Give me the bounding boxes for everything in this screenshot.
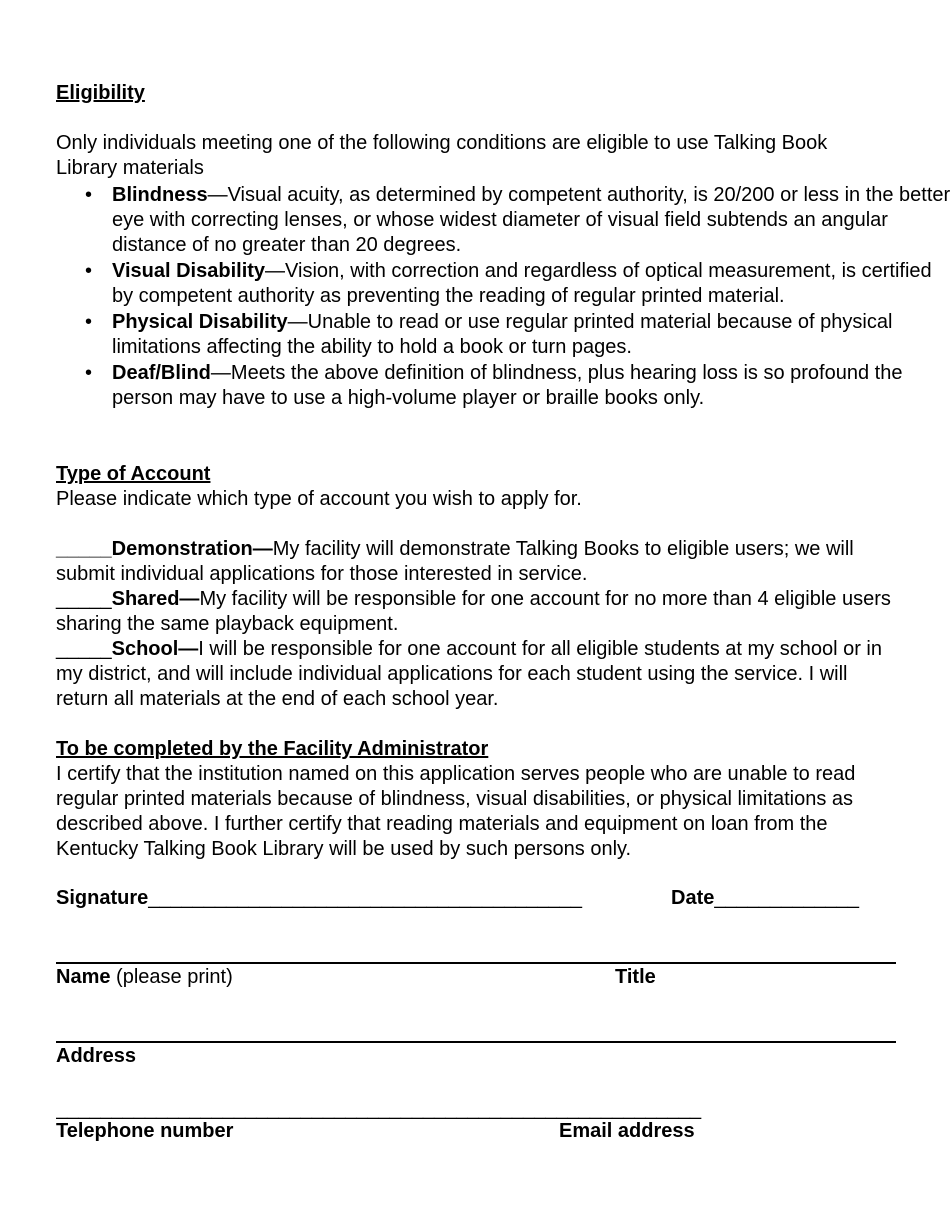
signature-field[interactable]	[56, 886, 582, 911]
account-instructions: Please indicate which type of account you wish to apply for.	[56, 488, 582, 510]
signature-label: Signature	[56, 887, 149, 909]
condition-term: Blindness	[112, 184, 208, 206]
eligibility-intro: Only individuals meeting one of the following conditions are eligible to use Talking Book Library materials	[56, 132, 828, 179]
option-label: Shared—	[111, 588, 200, 610]
option-text: I will be responsible for one account for all eligible students at my school or in my district, and will include individual applications for each student using the service. I will return all materials at the end of each school year.	[56, 638, 882, 710]
eligibility-heading: Eligibility	[56, 82, 145, 104]
name-hint: (please print)	[116, 966, 233, 988]
condition-text: —Visual acuity, as determined by competent authority, is 20/200 or less in the better eye with correcting lenses, or whose widest diameter of visual field subtends an angular distance of no greater than 20 degrees.	[112, 184, 950, 256]
account-option-demonstration[interactable]	[56, 537, 896, 587]
signature-line[interactable]: _______________________________________	[148, 887, 583, 909]
account-option-shared[interactable]	[56, 587, 896, 637]
account-heading: Type of Account	[56, 463, 211, 485]
condition-term: Deaf/Blind	[112, 362, 211, 384]
condition-term: Physical Disability	[112, 311, 288, 333]
bullet-icon: •	[85, 311, 93, 333]
address-label: Address	[56, 1045, 137, 1067]
condition-physical-disability	[85, 310, 950, 360]
checkbox-blank[interactable]: _____	[56, 638, 112, 660]
address-line-top[interactable]	[56, 1041, 896, 1043]
condition-visual-disability	[85, 259, 950, 309]
account-option-school[interactable]	[56, 637, 896, 712]
name-label-text: Name	[56, 966, 111, 988]
condition-text: —Unable to read or use regular printed material because of physical limitations affecting the ability to hold a book or turn pages.	[112, 311, 893, 358]
condition-text: —Vision, with correction and regardless of optical measurement, is certified by competent authority as preventing the reading of regular printed material.	[112, 260, 932, 307]
name-title-line[interactable]	[56, 962, 896, 964]
condition-blindness	[85, 183, 950, 258]
date-field[interactable]	[671, 886, 859, 911]
bullet-icon: •	[85, 184, 93, 206]
email-label: Email address	[559, 1120, 695, 1142]
eligibility-conditions-list	[56, 183, 950, 412]
title-label: Title	[615, 966, 656, 988]
condition-deaf-blind	[85, 361, 950, 411]
address-line[interactable]: __________________________________________________________	[56, 1098, 702, 1120]
telephone-label: Telephone number	[56, 1120, 234, 1142]
option-text: My facility will demonstrate Talking Books to eligible users; we will submit individual applications for those interested in service.	[56, 538, 854, 585]
condition-text: —Meets the above definition of blindness, plus hearing loss is so profound the person may have to use a high-volume player or braille books only.	[112, 362, 903, 409]
bullet-icon: •	[85, 260, 93, 282]
option-text: My facility will be responsible for one account for no more than 4 eligible users sharing the same playback equipment.	[56, 588, 891, 635]
account-options	[56, 537, 896, 712]
admin-heading: To be completed by the Facility Administrator	[56, 738, 489, 760]
option-label: Demonstration—	[111, 538, 273, 560]
condition-term: Visual Disability	[112, 260, 266, 282]
checkbox-blank[interactable]: _____	[56, 538, 112, 560]
date-label: Date	[671, 887, 715, 909]
option-label: School—	[111, 638, 199, 660]
admin-certification: I certify that the institution named on this application serves people who are unable to read regular printed materials because of blindness, visual disabilities, or physical limitations as described above. I further certify that reading materials and equipment on loan from the Kentucky Talking Book Library will be used by such persons only.	[56, 763, 856, 860]
name-label	[56, 965, 233, 990]
checkbox-blank[interactable]: _____	[56, 588, 112, 610]
bullet-icon: •	[85, 362, 93, 384]
date-line[interactable]: _____________	[714, 887, 859, 909]
